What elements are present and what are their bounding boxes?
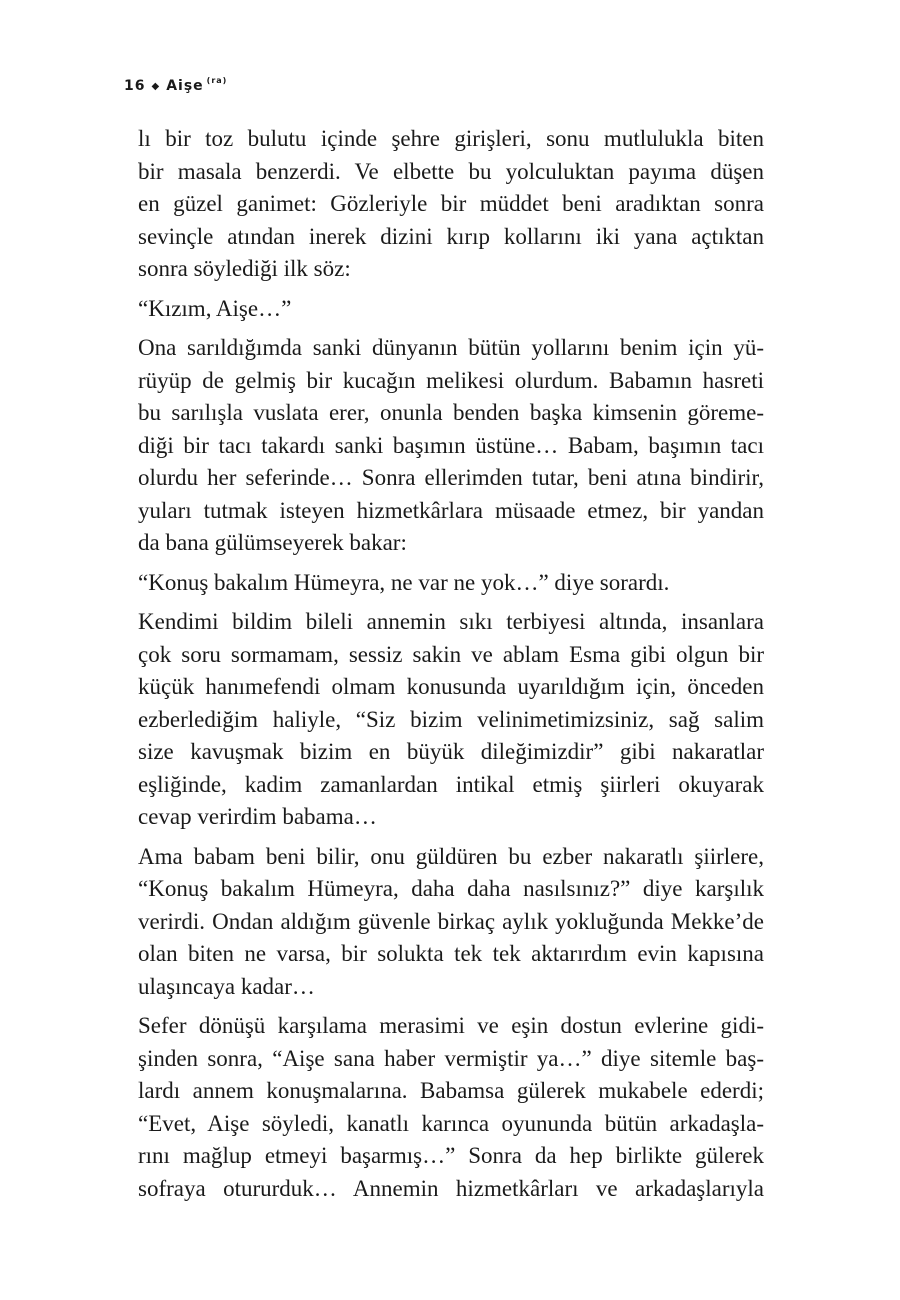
diamond-separator-icon: ◆ [151, 81, 161, 92]
text-line: sevinçle atından inerek dizini kırıp kollarını iki yana açtıktan [138, 223, 764, 249]
text-line: olan biten ne varsa, bir solukta tek tek aktarırdım evin kapısına [138, 941, 764, 966]
text-line: Kendimi bildim bileli annemin sıkı terbiyesi altında, insanlara [138, 609, 764, 634]
text-line: lı bir toz bulutu içinde şehre girişleri, sonu mutlulukla biten [138, 126, 764, 151]
text-line: şinden sonra, “Aişe sana haber vermiştir ya…” diye sitemle baş- [138, 1045, 764, 1071]
text-line: rını mağlup etmeyi başarmış…” Sonra da hep birlikte gülerek [138, 1143, 764, 1168]
text-line: küçük hanımefendi olmam konusunda uyarıldığım için, önceden [138, 674, 764, 699]
text-line: sonra söylediği ilk söz: [138, 256, 351, 281]
paragraph [138, 123, 764, 286]
text-line: lardı annem konuşmalarına. Babamsa gülerek mukabele ederdi; [138, 1078, 764, 1103]
text-line: da bana gülümseyerek bakar: [138, 530, 407, 555]
text-line: yuları tutmak isteyen hizmetkârlara müsaade etmez, bir yandan [138, 497, 764, 523]
running-header [124, 78, 227, 96]
paragraph [138, 606, 764, 834]
text-line: “Kızım, Aişe…” [138, 295, 292, 321]
page-number: 16 [124, 78, 146, 94]
text-line: Sefer dönüşü karşılama merasimi ve eşin dostun evlerine gidi- [138, 1013, 764, 1038]
paragraph [138, 567, 764, 600]
paragraph [138, 841, 764, 1004]
text-line: diği bir tacı takardı sanki başımın üstüne… Babam, başımın tacı [138, 432, 764, 458]
page-body-text [138, 123, 764, 1212]
paragraph [138, 293, 764, 326]
book-title: Aişe [166, 78, 204, 94]
text-line: ezberlediğim haliyle, “Siz bizim velinimetimizsiniz, sağ salim [138, 706, 764, 732]
text-line: Ama babam beni bilir, onu güldüren bu ezber nakaratlı şiirlere, [138, 843, 764, 869]
text-line: çok soru sormamam, sessiz sakin ve ablam Esma gibi olgun bir [138, 641, 764, 667]
text-line: olurdu her seferinde… Sonra ellerimden tutar, beni atına bindirir, [138, 465, 764, 490]
text-line: rüyüp de gelmiş bir kucağın melikesi olurdum. Babamın hasreti [138, 367, 764, 393]
text-line: “Konuş bakalım Hümeyra, ne var ne yok…” diye sorardı. [138, 569, 670, 595]
paragraph [138, 332, 764, 560]
text-line: “Evet, Aişe söyledi, kanatlı karınca oyununda bütün arkadaşla- [138, 1110, 764, 1136]
text-line: en güzel ganimet: Gözleriyle bir müddet beni aradıktan sonra [138, 191, 764, 216]
paragraph [138, 1010, 764, 1205]
text-line: eşliğinde, kadim zamanlardan intikal etmiş şiirleri okuyarak [138, 771, 764, 797]
text-line: sofraya otururduk… Annemin hizmetkârları ve arkadaşlarıyla [138, 1175, 764, 1201]
text-line: bir masala benzerdi. Ve elbette bu yolculuktan payıma düşen [138, 158, 764, 184]
text-line: verirdi. Ondan aldığım güvenle birkaç aylık yokluğunda Mekke’de [138, 908, 764, 934]
text-line: cevap verirdim babama… [138, 804, 377, 829]
honorific-superscript: (ra) [206, 76, 228, 85]
text-line: Ona sarıldığımda sanki dünyanın bütün yollarını benim için yü- [138, 335, 764, 360]
text-line: “Konuş bakalım Hümeyra, daha daha nasılsınız?” diye karşılık [138, 876, 764, 901]
text-line: ulaşıncaya kadar… [138, 973, 315, 999]
text-line: bu sarılışla vuslata erer, onunla benden başka kimsenin göreme- [138, 400, 764, 425]
text-line: size kavuşmak bizim en büyük dileğimizdir” gibi nakaratlar [138, 739, 764, 764]
